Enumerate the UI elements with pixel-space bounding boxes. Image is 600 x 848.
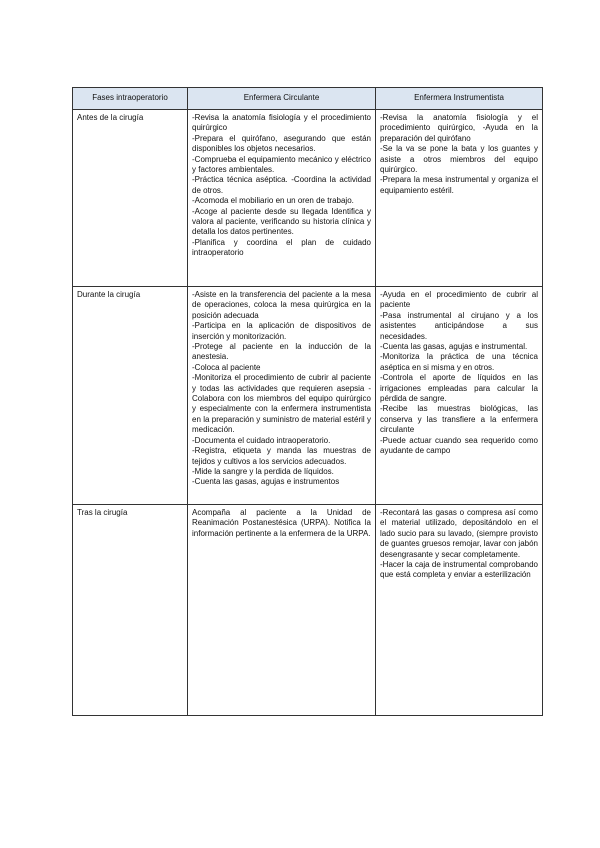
cell-line: -Asiste en la transferencia del paciente a la mesa de operaciones, coloca la mesa quirúrgica en la posición adecuada <box>192 290 371 320</box>
cell-line: -Monitoriza el procedimiento de cubrir al paciente y todas las actividades que requieren asepsia -Colabora con los miembros del equipo quirúrgico y especialmente con la enfermera instrumentista en la preparación y suministro de material estéril y medicación. <box>192 373 371 435</box>
cell-line: -Monitoriza la práctica de una técnica aséptica en si misma y en otros. <box>380 352 538 372</box>
cell-line: -Cuenta las gasas, agujas e instrumentos <box>192 477 340 487</box>
instrumentista-cell <box>376 110 543 287</box>
phase-cell: Tras la cirugía <box>73 505 188 716</box>
cell-line: -Recontará las gasas o compresa así como el material utilizado, depositándolo en el lado sucio para su lavado, (siempre provisto de guantes gruesos remojar, lavar con jabón desengrasante y secar completamente. <box>380 508 538 559</box>
table-row <box>73 287 543 505</box>
header-row <box>73 88 543 110</box>
cell-line: -Controla el aporte de líquidos en las irrigaciones empleadas para calcular la pérdida de sangre. <box>380 373 538 404</box>
cell-line: -Documenta el cuidado intraoperatorio. <box>192 435 331 445</box>
cell-line: -Hacer la caja de instrumental comprobando que está completa y enviar a esterilización <box>380 560 538 580</box>
cell-line: -Ayuda en el procedimiento de cubrir al paciente <box>380 290 538 310</box>
cell-line: -Prepara la mesa instrumental y organiza el equipamiento estéril. <box>380 175 538 195</box>
cell-line: -Puede actuar cuando sea requerido como ayudante de campo <box>380 435 538 456</box>
circulante-cell <box>188 505 376 716</box>
cell-line: -Protege al paciente en la inducción de la anestesia. <box>192 342 371 362</box>
cell-line: -Mide la sangre y la perdida de líquidos. <box>192 466 334 476</box>
cell-line: -Cuenta las gasas, agujas e instrumental. <box>380 342 528 352</box>
cell-line: -Revisa la anatomía fisiología y el procedimiento quirúrgico, -Ayuda en la preparación del quirófano <box>380 113 538 143</box>
cell-line: -Comprueba el equipamiento mecánico y eléctrico y factores ambientales. <box>192 154 371 175</box>
phase-cell: Antes de la cirugía <box>73 110 188 287</box>
circulante-cell <box>188 287 376 505</box>
cell-line: -Se la va se pone la bata y los guantes y asiste a otros miembros del equipo quirúrgico. <box>380 144 538 175</box>
table-row <box>73 110 543 287</box>
circulante-cell <box>188 110 376 287</box>
cell-line: -Registra, etiqueta y manda las muestras de tejidos y cultivos a los servicios adecuados. <box>192 446 371 466</box>
cell-line: -Acomoda el mobiliario en un oren de trabajo. <box>192 196 354 206</box>
cell-line: -Pasa instrumental al cirujano y a los asistentes anticipándose a sus necesidades. <box>380 310 538 341</box>
cell-line: -Revisa la anatomía fisiología y el procedimiento quirúrgico <box>192 113 371 133</box>
table-row <box>73 505 543 716</box>
cell-line: -Prepara el quirófano, asegurando que están disponibles los objetos necesarios. <box>192 133 371 154</box>
cell-line: -Coloca al paciente <box>192 362 261 372</box>
cell-line: -Acoge al paciente desde su llegada Identifica y valora al paciente, verificando su historia clínica y detalla los datos pertinentes. <box>192 206 371 237</box>
phase-cell: Durante la cirugía <box>73 287 188 505</box>
instrumentista-cell <box>376 287 543 505</box>
cell-line: -Recibe las muestras biológicas, las conserva y las transfiere a la enfermera circulante <box>380 404 538 435</box>
instrumentista-cell <box>376 505 543 716</box>
header-instrumentista: Enfermera Instrumentista <box>376 88 543 110</box>
cell-line: -Planifica y coordina el plan de cuidado intraoperatorio <box>192 237 371 258</box>
header-phase: Fases intraoperatorio <box>73 88 188 110</box>
header-circulante: Enfermera Circulante <box>188 88 376 110</box>
cell-line: -Participa en la aplicación de dispositivos de inserción y monitorización. <box>192 321 371 341</box>
cell-line: Acompaña al paciente a la Unidad de Reanimación Postanestésica (URPA). Notifica la información pertinente a la enfermera de la URPA. <box>192 508 371 538</box>
cell-line: -Práctica técnica aséptica. -Coordina la actividad de otros. <box>192 175 371 195</box>
phases-table <box>72 87 543 716</box>
